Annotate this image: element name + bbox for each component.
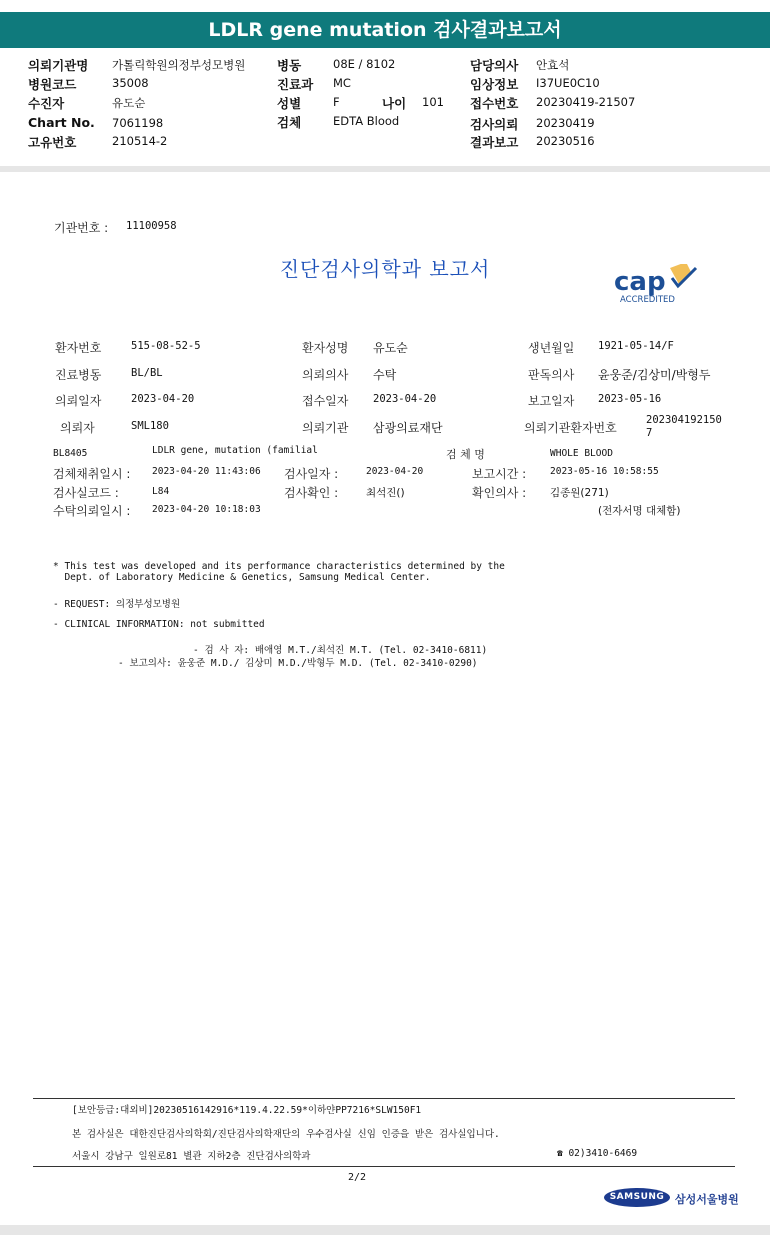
ward-label: 병동 [277, 58, 302, 73]
request-date: 2023-04-20 [131, 393, 195, 405]
footer-top-divider [33, 1098, 735, 1099]
requesting-institution-label: 의뢰기관 [302, 421, 349, 435]
patient-no: 515-08-52-5 [131, 340, 201, 352]
test-confirm: 최석진() [366, 487, 405, 499]
age-label: 나이 [382, 96, 407, 111]
requesting-doctor-label: 의뢰의사 [302, 368, 349, 382]
receipt-date-label: 접수일자 [302, 394, 349, 408]
dept-label: 진료과 [277, 77, 314, 92]
clinical-info-value: I37UE0C10 [536, 76, 600, 90]
report-time-label: 보고시간 : [472, 467, 527, 481]
dob-label: 생년월일 [528, 341, 575, 355]
patient-label: 수진자 [28, 96, 65, 111]
footer-bottom-divider [33, 1166, 735, 1167]
requester-label: 의뢰자 [60, 421, 95, 435]
bottom-margin [0, 1225, 770, 1235]
electronic-signature-note: (전자서명 대체함) [598, 505, 681, 517]
result-report-value: 20230516 [536, 134, 595, 148]
summary-header [0, 48, 770, 166]
chart-no-value: 7061198 [112, 116, 164, 130]
hospital-code-value: 35008 [112, 76, 149, 90]
report-title-banner: LDLR gene mutation 검사결과보고서 [0, 12, 770, 48]
patient-name: 유도순 [373, 341, 408, 355]
lab-code-label: 검사실코드 : [53, 486, 119, 500]
request-note: - REQUEST: 의정부성모병원 [53, 599, 181, 610]
care-ward-label: 진료병동 [55, 368, 102, 382]
specimen-name: WHOLE BLOOD [550, 448, 613, 459]
sex-label: 성별 [277, 96, 302, 111]
test-name: LDLR gene, mutation (familial [152, 445, 318, 456]
entrust-time-label: 수탁의뢰일시 : [53, 504, 131, 518]
cap-accredited-logo [612, 264, 708, 306]
institution-no: 11100958 [126, 220, 177, 232]
lab-address: 서울시 강남구 일원로81 별관 지하2층 진단검사의학과 [72, 1151, 311, 1162]
security-grade: [보안등급:대외비]20230516142916*119.4.22.59*이하얀PP7216*SLW150F1 [72, 1105, 422, 1116]
samsung-logo: SAMSUNG [604, 1188, 670, 1207]
test-date-label: 검사일자 : [284, 467, 339, 481]
hospital-value: 가톨릭학원의정부성모병원 [112, 58, 246, 72]
specimen-label: 검체 [277, 115, 302, 130]
lab-code: L84 [152, 486, 170, 497]
confirm-doctor: 김종원(271) [550, 487, 609, 499]
reporter-note: - 보고의사: 윤웅준 M.D./ 김상미 M.D./박형두 M.D. (Tel. 02-3410-0290) [118, 658, 478, 669]
hospital-label: 의뢰기관명 [28, 58, 89, 73]
reading-doctor-label: 판독의사 [528, 368, 575, 382]
specimen-value: EDTA Blood [333, 114, 400, 128]
report-time: 2023-05-16 10:58:55 [550, 466, 659, 477]
patient-no-label: 환자번호 [55, 341, 102, 355]
unique-no-value: 210514-2 [112, 134, 168, 148]
test-confirm-label: 검사확인 : [284, 486, 339, 500]
doctor-label: 담당의사 [470, 58, 519, 73]
unique-no-label: 고유번호 [28, 135, 77, 150]
sex-value: F [333, 95, 340, 109]
ward-value: 08E / 8102 [333, 57, 396, 71]
certification-note: 본 검사실은 대한진단검사의학회/진단검사의학재단의 우수검사실 신임 인증을 받은 검사실입니다. [72, 1129, 500, 1140]
test-date: 2023-04-20 [366, 466, 424, 477]
report-title: 진단검사의학과 보고서 [279, 257, 491, 281]
lab-phone: ☎ 02)3410-6469 [557, 1148, 638, 1159]
requesting-institution: 삼광의료재단 [373, 421, 443, 435]
chart-no-label: Chart No. [28, 115, 95, 130]
doctor-value: 안효석 [536, 58, 570, 72]
test-request-value: 20230419 [536, 116, 595, 130]
hospital-code-label: 병원코드 [28, 77, 77, 92]
patient-value: 유도순 [112, 96, 146, 110]
report-date: 2023-05-16 [598, 393, 662, 405]
confirm-doctor-label: 확인의사 : [472, 486, 527, 500]
requester: SML180 [131, 420, 169, 432]
requesting-doctor: 수탁 [373, 368, 397, 382]
institution-patient-no-line2: 7 [646, 427, 653, 439]
clinical-info-label: 임상정보 [470, 77, 519, 92]
header-divider [0, 166, 770, 172]
page-number: 2/2 [348, 1172, 367, 1183]
test-request-label: 검사의뢰 [470, 117, 519, 132]
dob: 1921-05-14/F [598, 340, 674, 352]
tester-note: - 검 사 자: 배애영 M.T./최석진 M.T. (Tel. 02-3410-6811) [193, 645, 488, 656]
institution-patient-no-line1: 202304192150 [646, 414, 722, 426]
clinical-info-note: - CLINICAL INFORMATION: not submitted [53, 619, 265, 630]
institution-patient-no-label: 의뢰기관환자번호 [524, 421, 617, 435]
care-ward: BL/BL [131, 367, 163, 379]
receipt-no-value: 20230419-21507 [536, 95, 636, 109]
institution-no-label: 기관번호 : [54, 221, 109, 235]
note-line-2: Dept. of Laboratory Medicine & Genetics, Samsung Medical Center. [53, 572, 431, 583]
svg-text:ACCREDITED: ACCREDITED [620, 295, 675, 305]
patient-name-label: 환자성명 [302, 341, 349, 355]
dept-value: MC [333, 76, 351, 90]
result-report-label: 결과보고 [470, 135, 519, 150]
report-date-label: 보고일자 [528, 394, 575, 408]
hospital-logo-text: 삼성서울병원 [675, 1193, 739, 1206]
collection-time-label: 검체채취일시 : [53, 467, 131, 481]
entrust-time: 2023-04-20 10:18:03 [152, 504, 261, 515]
specimen-name-label: 검 체 명 [446, 448, 485, 461]
age-value: 101 [422, 95, 444, 109]
reading-doctor: 윤웅준/김상미/박형두 [598, 368, 711, 382]
svg-text:cap: cap [614, 267, 666, 297]
receipt-no-label: 접수번호 [470, 96, 519, 111]
note-line-1: * This test was developed and its performance characteristics determined by the [53, 561, 505, 572]
request-date-label: 의뢰일자 [55, 394, 102, 408]
test-code: BL8405 [53, 448, 88, 459]
receipt-date: 2023-04-20 [373, 393, 437, 405]
collection-time: 2023-04-20 11:43:06 [152, 466, 261, 477]
